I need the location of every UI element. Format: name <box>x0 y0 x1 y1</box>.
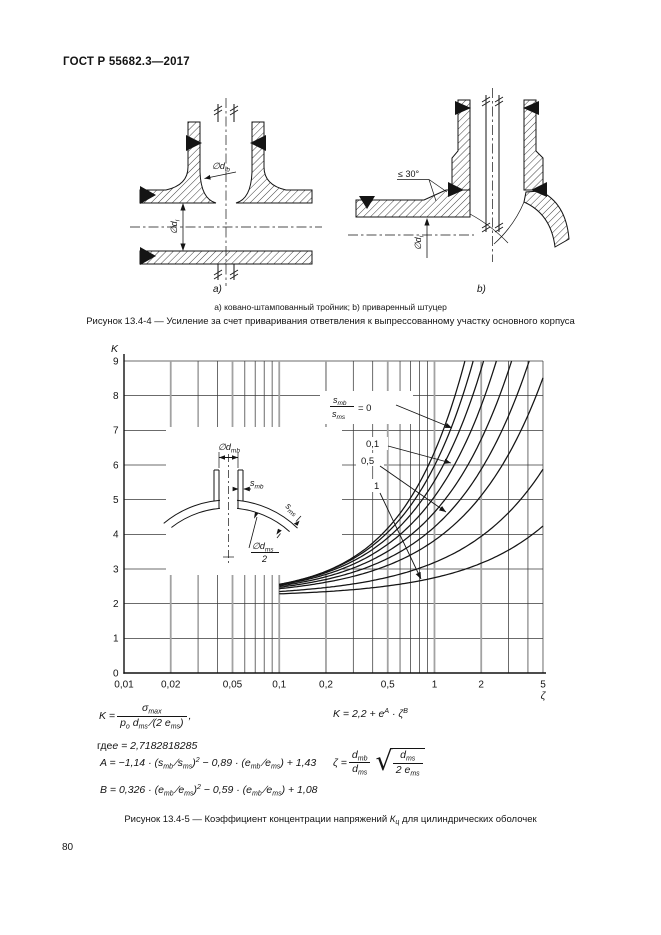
caption-suffix: для цилиндрических оболочек <box>399 814 537 825</box>
inset-label-dmb: $\emptyset d_{mb}$ <box>218 442 240 455</box>
dimension-label-di: $\emptyset d_i$ <box>413 235 426 251</box>
svg-text:0: 0 <box>112 668 119 680</box>
svg-text:9: 9 <box>112 356 119 368</box>
svg-text:7: 7 <box>112 425 119 437</box>
svg-text:8: 8 <box>112 391 119 403</box>
svg-text:3: 3 <box>112 564 119 576</box>
svg-text:2: 2 <box>112 599 119 611</box>
svg-text:5: 5 <box>540 679 546 691</box>
svg-text:4: 4 <box>112 529 119 541</box>
inset-label-dms: $\emptyset d_{ms}$ <box>252 541 274 554</box>
svg-text:sms: $s_{ms}$ <box>332 409 346 421</box>
stress-concentration-chart <box>95 340 565 705</box>
formula-coefficient-b: $B = 0,326 \cdot (e_{mb}$ $∕e_{ms})^2 - 0,59 \cdot (e_{mb}$ $∕e_{ms}) + 1,08$ <box>100 784 318 798</box>
inset-label-smb: $s_{mb}$ <box>250 478 264 491</box>
angle-limit-label: ≤ 30° <box>398 169 420 179</box>
formula-e-note: где е = 2,7182818285 <box>97 740 198 752</box>
figure-13-4-4-subcaption: а) ковано-штампованный тройник; b) приваренный штуцер <box>214 302 447 312</box>
drawing-b-label: b) <box>477 284 486 295</box>
page-number: 80 <box>62 842 74 853</box>
svg-text:ζ: ζ <box>540 690 546 702</box>
svg-text:1: 1 <box>112 633 119 645</box>
svg-text:smb: $s_{mb}$ <box>333 395 347 407</box>
caption-prefix: Рисунок 13.4-5 — Коэффициент концентрации напряжений <box>124 814 390 825</box>
svg-text:0,1: 0,1 <box>366 439 380 450</box>
figure-13-4-4-drawings <box>0 80 661 305</box>
formula-k-fit: $K = 2,2 + e^A \cdot \zeta^B$ <box>333 708 408 720</box>
svg-text:1: 1 <box>374 481 380 492</box>
drawing-a-label: а) <box>213 284 222 295</box>
svg-text:1: 1 <box>431 679 438 691</box>
caption-k-symbol: $К_ц$ <box>389 814 400 826</box>
svg-text:5: 5 <box>112 495 119 507</box>
formula-zeta: ζ = $\frac{d_{mb}}{d_{ms}}$ √ $\frac{d_{ms}}{2 e_{ms}}$ <box>333 748 425 777</box>
dimension-label-dib: $\emptyset d_{ib}$ <box>212 161 230 174</box>
svg-text:6: 6 <box>112 460 119 472</box>
document-header: ГОСТ Р 55682.3—2017 <box>63 56 190 68</box>
dimension-label-di: $\emptyset d_i$ <box>169 219 182 235</box>
chart-inset-sketch <box>164 427 342 575</box>
inset-label-sms: $s_{ms}$ <box>283 500 298 519</box>
svg-text:0,2: 0,2 <box>319 679 333 691</box>
svg-text:= 0: = 0 <box>358 403 372 414</box>
svg-text:0,05: 0,05 <box>222 679 243 691</box>
figure-13-4-4-caption: Рисунок 13.4-4 — Усиление за счет приваривания ответвления к выпрессованному участку основного корпуса <box>86 316 575 327</box>
svg-text:0,5: 0,5 <box>361 456 375 467</box>
formula-k-definition: K = $\frac{\sigma_{max}}{p_o d_{ms} ∕(2 e_{ms})}$ , <box>99 702 192 730</box>
formula-coefficient-a: $A = -1,14 \cdot (s_{mb}$ $∕s_{ms})^2 - 0,89 \cdot (e_{mb}$ $∕e_{ms}) + 1,43$ <box>100 757 317 771</box>
drawing-a-forged-tee <box>130 98 322 286</box>
svg-text:0,1: 0,1 <box>272 679 287 691</box>
drawing-b-welded-nozzle <box>348 88 569 262</box>
svg-text:2: 2 <box>478 679 484 691</box>
svg-text:0,5: 0,5 <box>380 679 395 691</box>
svg-text:0,02: 0,02 <box>160 679 181 691</box>
svg-text:0,01: 0,01 <box>114 679 134 691</box>
figure-13-4-5-caption <box>0 814 661 826</box>
inset-label-dms-denominator: 2 <box>262 554 268 564</box>
svg-text:K: K <box>110 343 118 355</box>
